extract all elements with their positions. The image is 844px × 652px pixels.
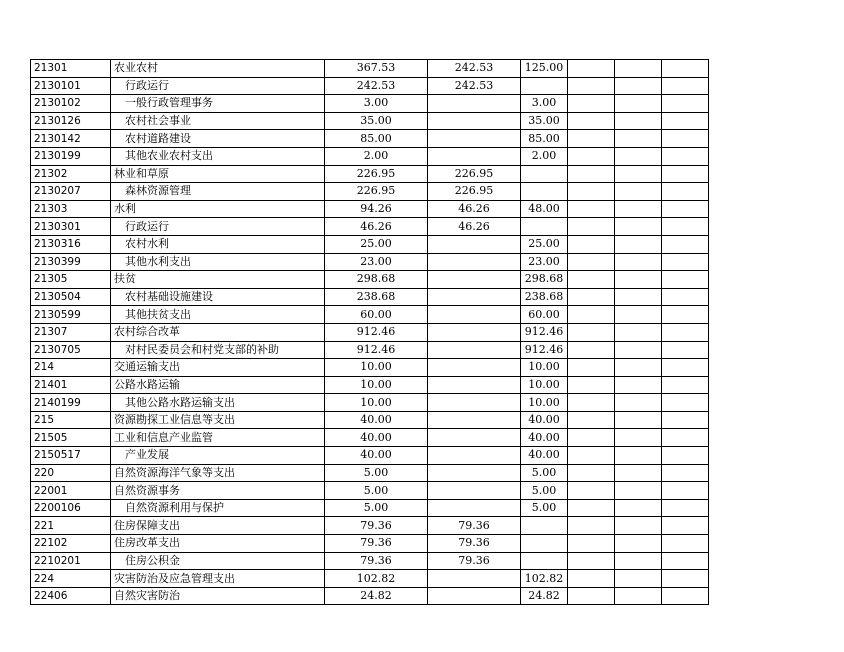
empty-cell [615,411,662,429]
project-cell: 125.00 [521,60,568,78]
empty-cell [615,429,662,447]
name-cell: 工业和信息产业监管 [111,429,325,447]
empty-cell [615,570,662,588]
table-row [31,517,709,535]
total-cell: 5.00 [325,499,428,517]
empty-cell [615,288,662,306]
code-cell: 21305 [31,271,111,289]
table-row [31,165,709,183]
empty-cell [662,535,709,553]
basic-cell [428,147,521,165]
total-cell: 10.00 [325,376,428,394]
total-cell: 5.00 [325,482,428,500]
empty-cell [568,95,615,113]
code-cell: 2130316 [31,235,111,253]
total-cell: 226.95 [325,183,428,201]
name-cell: 住房改革支出 [111,535,325,553]
name-cell: 产业发展 [111,447,325,465]
name-cell: 住房保障支出 [111,517,325,535]
total-cell: 40.00 [325,447,428,465]
total-cell: 912.46 [325,323,428,341]
empty-cell [615,147,662,165]
table-row [31,411,709,429]
table-row [31,235,709,253]
table-row [31,147,709,165]
empty-cell [568,429,615,447]
basic-cell [428,429,521,447]
table-row [31,95,709,113]
name-cell: 其他公路水路运输支出 [111,394,325,412]
empty-cell [662,499,709,517]
empty-cell [662,218,709,236]
project-cell: 25.00 [521,235,568,253]
empty-cell [662,183,709,201]
empty-cell [568,323,615,341]
empty-cell [568,77,615,95]
empty-cell [615,218,662,236]
name-cell: 自然灾害防治 [111,587,325,605]
project-cell: 10.00 [521,359,568,377]
empty-cell [662,447,709,465]
name-cell: 自然资源海洋气象等支出 [111,464,325,482]
empty-cell [568,288,615,306]
name-cell: 公路水路运输 [111,376,325,394]
total-cell: 912.46 [325,341,428,359]
table-row [31,183,709,201]
empty-cell [615,130,662,148]
table-row [31,482,709,500]
project-cell: 5.00 [521,499,568,517]
project-cell: 85.00 [521,130,568,148]
total-cell: 35.00 [325,112,428,130]
table-row [31,570,709,588]
budget-table [30,59,709,605]
empty-cell [662,306,709,324]
code-cell: 2210201 [31,552,111,570]
table-row [31,535,709,553]
empty-cell [568,570,615,588]
basic-cell [428,499,521,517]
name-cell: 自然资源事务 [111,482,325,500]
total-cell: 102.82 [325,570,428,588]
total-cell: 3.00 [325,95,428,113]
code-cell: 2130102 [31,95,111,113]
empty-cell [615,165,662,183]
total-cell: 2.00 [325,147,428,165]
empty-cell [662,359,709,377]
empty-cell [662,394,709,412]
code-cell: 21302 [31,165,111,183]
project-cell: 23.00 [521,253,568,271]
empty-cell [615,271,662,289]
empty-cell [615,517,662,535]
name-cell: 一般行政管理事务 [111,95,325,113]
code-cell: 21401 [31,376,111,394]
empty-cell [615,499,662,517]
table-row [31,552,709,570]
empty-cell [615,587,662,605]
basic-cell [428,271,521,289]
name-cell: 农村社会事业 [111,112,325,130]
basic-cell [428,411,521,429]
name-cell: 交通运输支出 [111,359,325,377]
empty-cell [662,112,709,130]
basic-cell [428,323,521,341]
empty-cell [662,60,709,78]
basic-cell [428,288,521,306]
total-cell: 23.00 [325,253,428,271]
empty-cell [568,165,615,183]
table-row [31,306,709,324]
basic-cell [428,130,521,148]
project-cell: 912.46 [521,323,568,341]
project-cell: 60.00 [521,306,568,324]
table-row [31,218,709,236]
basic-cell: 226.95 [428,165,521,183]
total-cell: 24.82 [325,587,428,605]
empty-cell [662,323,709,341]
empty-cell [568,235,615,253]
basic-cell [428,235,521,253]
project-cell: 40.00 [521,447,568,465]
empty-cell [662,587,709,605]
table-row [31,200,709,218]
empty-cell [568,517,615,535]
code-cell: 22406 [31,587,111,605]
empty-cell [662,288,709,306]
empty-cell [662,271,709,289]
table-row [31,130,709,148]
table-row [31,60,709,78]
empty-cell [662,200,709,218]
name-cell: 行政运行 [111,77,325,95]
total-cell: 46.26 [325,218,428,236]
code-cell: 2130504 [31,288,111,306]
project-cell: 298.68 [521,271,568,289]
total-cell: 60.00 [325,306,428,324]
empty-cell [662,130,709,148]
table-row [31,587,709,605]
code-cell: 21307 [31,323,111,341]
empty-cell [615,394,662,412]
empty-cell [568,147,615,165]
basic-cell [428,447,521,465]
project-cell: 5.00 [521,482,568,500]
empty-cell [662,429,709,447]
empty-cell [568,271,615,289]
code-cell: 2130142 [31,130,111,148]
empty-cell [568,218,615,236]
code-cell: 2130126 [31,112,111,130]
empty-cell [568,394,615,412]
empty-cell [568,60,615,78]
empty-cell [615,447,662,465]
project-cell: 10.00 [521,376,568,394]
name-cell: 对村民委员会和村党支部的补助 [111,341,325,359]
table-row [31,288,709,306]
empty-cell [662,482,709,500]
code-cell: 2130599 [31,306,111,324]
empty-cell [568,535,615,553]
empty-cell [568,464,615,482]
basic-cell [428,394,521,412]
basic-cell: 79.36 [428,552,521,570]
total-cell: 40.00 [325,411,428,429]
project-cell [521,552,568,570]
empty-cell [568,183,615,201]
empty-cell [615,323,662,341]
empty-cell [568,411,615,429]
empty-cell [662,517,709,535]
code-cell: 221 [31,517,111,535]
empty-cell [662,77,709,95]
empty-cell [568,200,615,218]
basic-cell [428,482,521,500]
name-cell: 自然资源利用与保护 [111,499,325,517]
table-row [31,341,709,359]
empty-cell [615,376,662,394]
empty-cell [568,376,615,394]
table-row [31,499,709,517]
code-cell: 2130301 [31,218,111,236]
empty-cell [568,552,615,570]
name-cell: 其他扶贫支出 [111,306,325,324]
project-cell [521,517,568,535]
name-cell: 其他水利支出 [111,253,325,271]
basic-cell [428,464,521,482]
name-cell: 农村道路建设 [111,130,325,148]
name-cell: 其他农业农村支出 [111,147,325,165]
code-cell: 215 [31,411,111,429]
code-cell: 21301 [31,60,111,78]
empty-cell [568,130,615,148]
empty-cell [662,147,709,165]
empty-cell [568,112,615,130]
empty-cell [662,411,709,429]
name-cell: 扶贫 [111,271,325,289]
code-cell: 2140199 [31,394,111,412]
name-cell: 住房公积金 [111,552,325,570]
total-cell: 226.95 [325,165,428,183]
table-row [31,394,709,412]
code-cell: 22102 [31,535,111,553]
name-cell: 林业和草原 [111,165,325,183]
empty-cell [615,200,662,218]
empty-cell [615,253,662,271]
project-cell: 912.46 [521,341,568,359]
table-row [31,359,709,377]
total-cell: 238.68 [325,288,428,306]
empty-cell [568,341,615,359]
name-cell: 资源勘探工业信息等支出 [111,411,325,429]
name-cell: 水利 [111,200,325,218]
code-cell: 224 [31,570,111,588]
empty-cell [615,95,662,113]
name-cell: 农村水利 [111,235,325,253]
total-cell: 94.26 [325,200,428,218]
basic-cell [428,570,521,588]
project-cell: 24.82 [521,587,568,605]
empty-cell [662,235,709,253]
basic-cell [428,253,521,271]
empty-cell [615,183,662,201]
empty-cell [662,464,709,482]
table-row [31,112,709,130]
table-row [31,429,709,447]
basic-cell [428,587,521,605]
total-cell: 85.00 [325,130,428,148]
empty-cell [615,235,662,253]
project-cell: 5.00 [521,464,568,482]
basic-cell [428,112,521,130]
project-cell: 40.00 [521,411,568,429]
table-row [31,447,709,465]
empty-cell [568,587,615,605]
code-cell: 2130705 [31,341,111,359]
total-cell: 5.00 [325,464,428,482]
basic-cell: 46.26 [428,218,521,236]
project-cell: 3.00 [521,95,568,113]
project-cell: 10.00 [521,394,568,412]
empty-cell [615,112,662,130]
name-cell: 农村综合改革 [111,323,325,341]
name-cell: 农业农村 [111,60,325,78]
code-cell: 2200106 [31,499,111,517]
total-cell: 40.00 [325,429,428,447]
empty-cell [662,253,709,271]
empty-cell [568,499,615,517]
table-row [31,77,709,95]
total-cell: 242.53 [325,77,428,95]
project-cell [521,218,568,236]
name-cell: 行政运行 [111,218,325,236]
project-cell: 48.00 [521,200,568,218]
basic-cell [428,306,521,324]
name-cell: 灾害防治及应急管理支出 [111,570,325,588]
empty-cell [568,306,615,324]
empty-cell [662,376,709,394]
basic-cell: 79.36 [428,535,521,553]
table-row [31,464,709,482]
basic-cell: 46.26 [428,200,521,218]
empty-cell [615,341,662,359]
basic-cell [428,341,521,359]
empty-cell [615,77,662,95]
code-cell: 2130207 [31,183,111,201]
code-cell: 21505 [31,429,111,447]
total-cell: 79.36 [325,517,428,535]
project-cell [521,535,568,553]
total-cell: 79.36 [325,552,428,570]
basic-cell: 242.53 [428,60,521,78]
total-cell: 298.68 [325,271,428,289]
total-cell: 10.00 [325,359,428,377]
empty-cell [615,60,662,78]
empty-cell [568,359,615,377]
empty-cell [615,482,662,500]
code-cell: 220 [31,464,111,482]
empty-cell [568,482,615,500]
project-cell [521,77,568,95]
project-cell: 238.68 [521,288,568,306]
basic-cell [428,95,521,113]
empty-cell [662,570,709,588]
name-cell: 森林资源管理 [111,183,325,201]
empty-cell [615,552,662,570]
total-cell: 79.36 [325,535,428,553]
project-cell [521,165,568,183]
empty-cell [615,306,662,324]
name-cell: 农村基础设施建设 [111,288,325,306]
table-body [31,60,709,605]
code-cell: 2130399 [31,253,111,271]
table-row [31,271,709,289]
basic-cell [428,376,521,394]
basic-cell: 79.36 [428,517,521,535]
table-row [31,323,709,341]
empty-cell [662,341,709,359]
total-cell: 25.00 [325,235,428,253]
empty-cell [662,95,709,113]
code-cell: 22001 [31,482,111,500]
empty-cell [568,253,615,271]
code-cell: 214 [31,359,111,377]
total-cell: 367.53 [325,60,428,78]
project-cell: 35.00 [521,112,568,130]
empty-cell [615,535,662,553]
empty-cell [615,464,662,482]
project-cell: 40.00 [521,429,568,447]
code-cell: 21303 [31,200,111,218]
basic-cell [428,359,521,377]
basic-cell: 242.53 [428,77,521,95]
code-cell: 2130101 [31,77,111,95]
empty-cell [568,447,615,465]
code-cell: 2150517 [31,447,111,465]
empty-cell [615,359,662,377]
project-cell [521,183,568,201]
project-cell: 2.00 [521,147,568,165]
table-row [31,253,709,271]
project-cell: 102.82 [521,570,568,588]
table-row [31,376,709,394]
basic-cell: 226.95 [428,183,521,201]
empty-cell [662,552,709,570]
total-cell: 10.00 [325,394,428,412]
code-cell: 2130199 [31,147,111,165]
empty-cell [662,165,709,183]
